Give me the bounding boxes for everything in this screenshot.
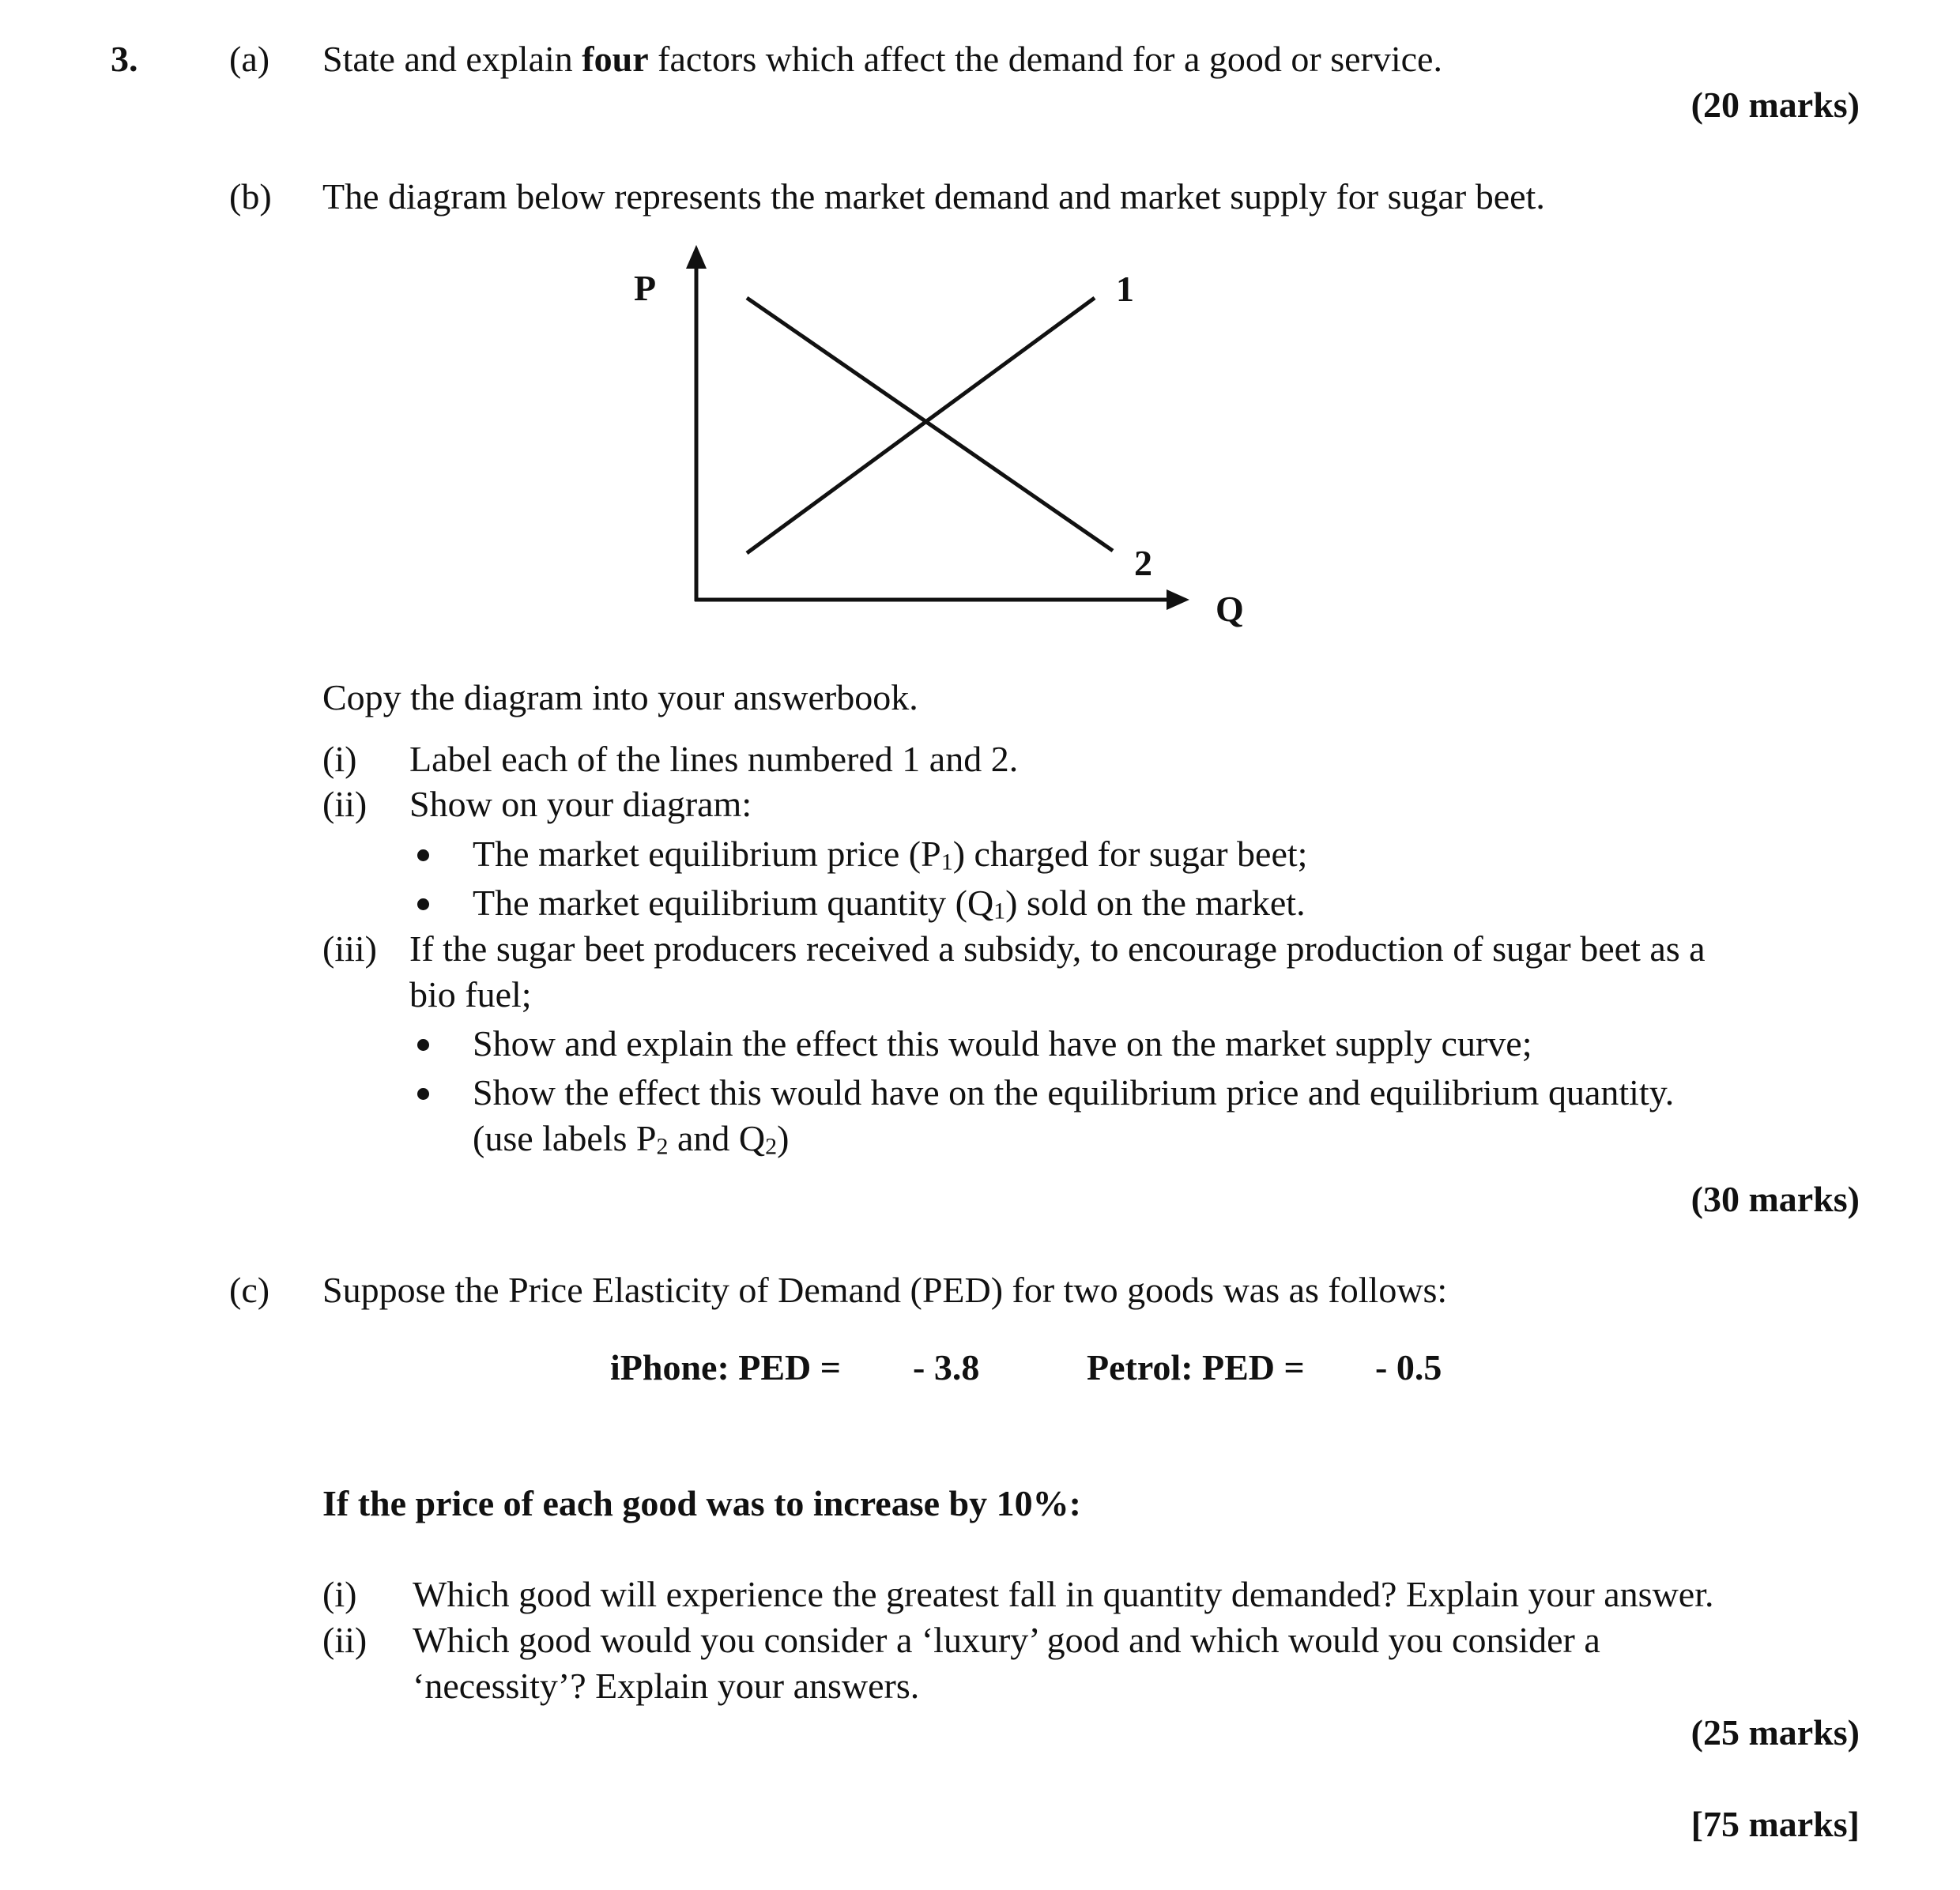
petrol-ped-value: - 0.5: [1375, 1347, 1442, 1387]
bullet-1-text-pre: The market equilibrium price (P: [473, 834, 941, 874]
part-b-ii-label: (ii): [322, 784, 368, 824]
bullet-2-subscript: 1: [993, 898, 1006, 924]
labels-note-sub-2: 2: [765, 1133, 778, 1160]
part-c-intro: Suppose the Price Elasticity of Demand (PED) for two goods was as follows:: [322, 1270, 1448, 1310]
part-b-iii-text-line-1: If the sugar beet producers received a subsidy, to encourage production of sugar beet as a: [409, 928, 1706, 969]
part-c-ii-text-line-2: ‘necessity’? Explain your answers.: [413, 1666, 920, 1706]
labels-note-sub-1: 2: [656, 1133, 669, 1160]
bullet-1-subscript: 1: [940, 849, 953, 875]
bullet-icon: [417, 1039, 429, 1051]
part-c-ii-text-line-1: Which good would you consider a ‘luxury’ good and which would you consider a: [413, 1620, 1600, 1660]
diagram-line-1-label: 1: [1116, 269, 1134, 309]
part-b-ii-bullet-1: [473, 834, 1308, 875]
part-a-marks: (20 marks): [1690, 85, 1860, 125]
bullet-icon: [417, 898, 429, 910]
part-c-condition: If the price of each good was to increase by 10%:: [322, 1483, 1081, 1523]
quantity-axis-arrowhead: [1167, 589, 1189, 610]
petrol-ped-label: Petrol: PED =: [1087, 1347, 1305, 1387]
part-a-text-pre: State and explain: [322, 39, 582, 79]
part-c-marks: (25 marks): [1690, 1712, 1860, 1753]
part-b-label: (b): [229, 176, 272, 216]
part-b-i-text: Label each of the lines numbered 1 and 2.: [409, 739, 1019, 779]
price-axis-arrowhead: [686, 245, 707, 269]
part-c-i-label: (i): [322, 1574, 357, 1614]
diagram-y-axis-label: P: [634, 268, 657, 308]
part-c-i-text: Which good will experience the greatest fall in quantity demanded? Explain your answer.: [413, 1574, 1714, 1614]
diagram-line-2-label: 2: [1134, 543, 1152, 583]
part-b-iii-bullet-1: Show and explain the effect this would have on the market supply curve;: [473, 1023, 1532, 1064]
part-b-iii-label: (iii): [322, 928, 377, 969]
total-marks: [75 marks]: [1690, 1804, 1860, 1844]
iphone-ped-label: iPhone: PED =: [610, 1347, 841, 1387]
labels-note-post: ): [777, 1118, 790, 1158]
part-b-iii-bullet-2: Show the effect this would have on the equilibrium price and equilibrium quantity.: [473, 1072, 1675, 1113]
part-b-iii-text-line-2: bio fuel;: [409, 974, 532, 1015]
iphone-ped-value: - 3.8: [913, 1347, 980, 1387]
part-b-intro: The diagram below represents the market demand and market supply for sugar beet.: [322, 176, 1545, 216]
part-c-ii-label: (ii): [322, 1620, 368, 1660]
part-c-label: (c): [229, 1270, 270, 1310]
part-b-iii-labels-note: [473, 1118, 790, 1160]
labels-note-mid: and Q: [668, 1118, 766, 1158]
part-b-i-label: (i): [322, 739, 357, 779]
part-b-ii-bullet-2: [473, 883, 1306, 924]
diagram-x-axis-label: Q: [1216, 589, 1244, 629]
part-b-copy-instruction: Copy the diagram into your answerbook.: [322, 677, 918, 717]
bullet-2-text-post: ) sold on the market.: [1005, 883, 1306, 923]
part-b-ii-text: Show on your diagram:: [409, 784, 752, 824]
bullet-1-text-post: ) charged for sugar beet;: [952, 834, 1308, 874]
part-a-text-post: factors which affect the demand for a good or service.: [648, 39, 1442, 79]
question-number: 3.: [111, 39, 138, 79]
bullet-icon: [417, 1088, 429, 1100]
part-a-label: (a): [229, 39, 270, 79]
part-a-text-bold: four: [582, 39, 649, 79]
bullet-icon: [417, 849, 429, 861]
labels-note-pre: (use labels P: [473, 1118, 657, 1158]
bullet-2-text-pre: The market equilibrium quantity (Q: [473, 883, 994, 923]
part-b-marks: (30 marks): [1690, 1179, 1860, 1219]
